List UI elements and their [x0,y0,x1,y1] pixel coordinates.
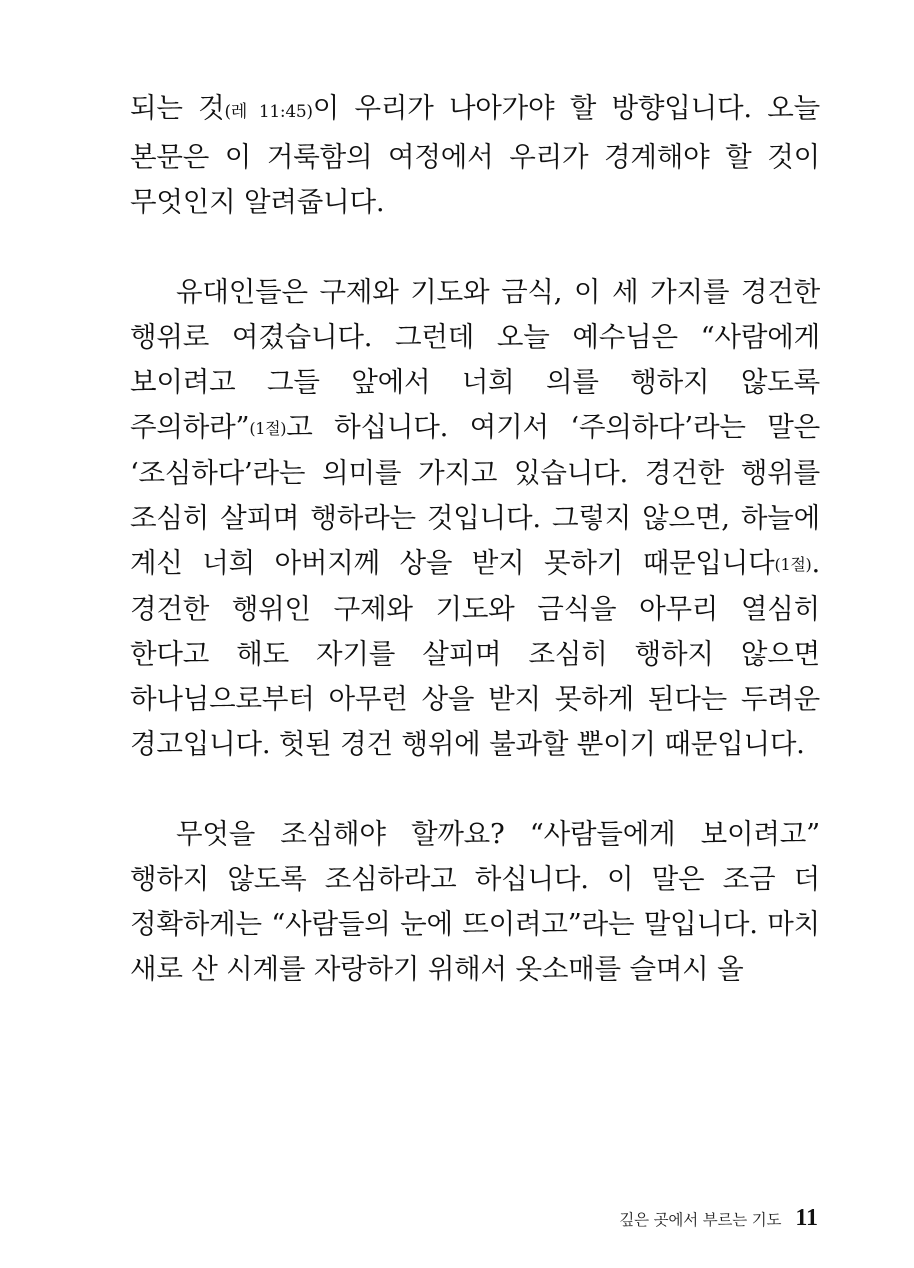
text-run: 되는 것 [130,92,225,124]
footer-content [619,1205,818,1232]
paragraph-spacer [130,225,820,270]
footer-book-title: 깊은 곳에서 부르는 기도 [619,1211,782,1229]
page-number: 11 [795,1205,818,1231]
text-run: . 경건한 행위인 구제와 기도와 금식을 아무리 열심히 한다고 해도 자기를 살피며 조심히 행하지 않으면 하나님으로부터 아무런 상을 받지 못하게 된다는 두려운 경고입니다. 헛된 경건 행위에 불과할 뿐이기 때문입니다. [130,547,820,760]
text-run: 고 하십니다. 여기서 ‘주의하다’라는 말은 ‘조심하다’라는 의미를 가지고 있습니다. 경건한 행위를 조심히 살피며 행하라는 것입니다. 그렇지 않으면, 하늘에 계신 너희 아버지께 상을 받지 못하기 때문입니다 [130,411,820,579]
paragraph-1 [130,86,820,225]
verse-reference: (1절) [249,419,287,438]
paragraph-2 [130,270,820,767]
page-body [130,86,820,992]
page-footer [0,1202,914,1232]
text-run: 유대인들은 구제와 기도와 금식, 이 세 가지를 경건한 행위로 여겼습니다. 그런데 오늘 예수님은 “사람에게 보이려고 그들 앞에서 너희 의를 행하지 않도록 주의하라” [130,276,820,443]
text-run: 무엇을 조심해야 할까요? “사람들에게 보이려고” 행하지 않도록 조심하라고 하십니다. 이 말은 조금 더 정확하게는 “사람들의 눈에 뜨이려고”라는 말입니다. 마치 새로 산 시계를 자랑하기 위해서 옷소매를 슬며시 올 [130,818,820,985]
paragraph-spacer [130,767,820,812]
verse-reference: (1절) [774,555,812,574]
paragraph-3 [130,812,820,992]
text-run: 이 우리가 나아가야 할 방향입니다. 오늘 본문은 이 거룩함의 여정에서 우리가 경계해야 할 것이 무엇인지 알려줍니다. [130,92,821,218]
scripture-reference: (레 11:45) [224,102,313,122]
